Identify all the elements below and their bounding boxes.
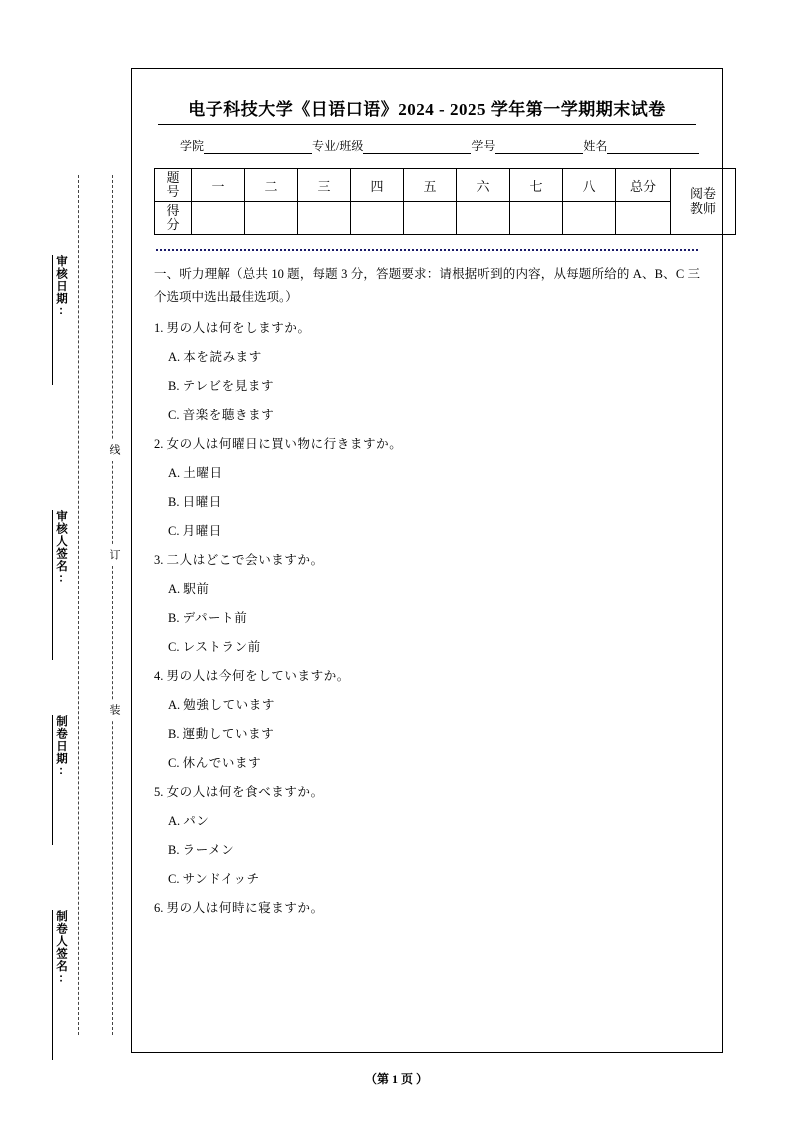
option-text: 駅前 bbox=[183, 581, 210, 597]
score-cell-4[interactable] bbox=[351, 202, 404, 235]
margin-paper-signature: 制卷人签名: bbox=[52, 910, 69, 1060]
page-title: 电子科技大学《日语口语》2024 - 2025 学年第一学期期末试卷 bbox=[188, 100, 666, 119]
section-divider bbox=[156, 249, 698, 251]
question-number: 5. bbox=[154, 785, 164, 800]
option-label: B. bbox=[168, 843, 180, 858]
option-item[interactable] bbox=[168, 376, 700, 396]
table-row-scores bbox=[155, 202, 736, 235]
option-label: B. bbox=[168, 379, 180, 394]
score-cell-8[interactable] bbox=[563, 202, 616, 235]
score-col-6: 六 bbox=[457, 169, 510, 202]
question-text: 二人はどこで会いますか。 bbox=[166, 552, 324, 568]
score-col-8: 八 bbox=[563, 169, 616, 202]
college-input[interactable] bbox=[204, 140, 312, 154]
question-item bbox=[154, 318, 700, 338]
option-label: A. bbox=[168, 350, 181, 365]
option-text: サンドイッチ bbox=[182, 871, 260, 887]
question-number: 2. bbox=[154, 437, 164, 452]
option-label: C. bbox=[168, 756, 180, 771]
score-col-3: 三 bbox=[298, 169, 351, 202]
option-text: 土曜日 bbox=[183, 465, 223, 481]
option-item[interactable] bbox=[168, 869, 700, 889]
score-cell-5[interactable] bbox=[404, 202, 457, 235]
option-item[interactable] bbox=[168, 753, 700, 773]
college-label: 学院 bbox=[180, 139, 205, 153]
option-item[interactable] bbox=[168, 347, 700, 367]
page-footer: （第 1 页 ） bbox=[364, 1072, 428, 1086]
option-item[interactable] bbox=[168, 724, 700, 744]
table-row-question-numbers bbox=[155, 169, 736, 202]
question-text: 女の人は何を食べますか。 bbox=[166, 784, 324, 800]
margin-dashed-line-left bbox=[78, 175, 79, 1035]
option-item[interactable] bbox=[168, 840, 700, 860]
score-cell-3[interactable] bbox=[298, 202, 351, 235]
option-item[interactable] bbox=[168, 811, 700, 831]
seal-line-char-ding: 订 bbox=[106, 545, 122, 566]
score-table-row-header-question: 题 号 bbox=[155, 169, 192, 202]
margin-paper-date: 制卷日期: bbox=[52, 715, 69, 845]
student-id-label: 学号 bbox=[471, 139, 496, 153]
major-class-input[interactable] bbox=[363, 140, 471, 154]
option-label: C. bbox=[168, 640, 180, 655]
name-label: 姓名 bbox=[583, 139, 608, 153]
option-item[interactable] bbox=[168, 463, 700, 483]
option-label: A. bbox=[168, 698, 181, 713]
student-identity-row bbox=[180, 137, 700, 154]
score-col-grading-teacher: 阅卷 教师 bbox=[671, 169, 736, 235]
seal-line-char-line: 线 bbox=[106, 440, 122, 461]
score-col-4: 四 bbox=[351, 169, 404, 202]
option-item[interactable] bbox=[168, 405, 700, 425]
score-cell-total[interactable] bbox=[616, 202, 671, 235]
option-label: C. bbox=[168, 524, 180, 539]
option-text: ラーメン bbox=[182, 842, 235, 858]
exam-paper-frame bbox=[131, 68, 723, 1053]
seal-line-char-zhuang: 装 bbox=[106, 700, 122, 721]
score-col-1: 一 bbox=[192, 169, 245, 202]
question-number: 4. bbox=[154, 669, 164, 684]
question-number: 6. bbox=[154, 901, 164, 916]
option-text: 本を読みます bbox=[183, 349, 262, 365]
option-item[interactable] bbox=[168, 637, 700, 657]
question-text: 男の人は今何をしていますか。 bbox=[166, 668, 350, 684]
option-text: パン bbox=[183, 813, 210, 829]
option-text: 月曜日 bbox=[182, 523, 222, 539]
question-number: 1. bbox=[154, 321, 164, 336]
option-text: レストラン前 bbox=[182, 639, 261, 655]
name-field bbox=[583, 137, 699, 154]
option-text: 休んでいます bbox=[182, 755, 262, 771]
question-item bbox=[154, 434, 700, 454]
score-col-total: 总分 bbox=[616, 169, 671, 202]
option-label: C. bbox=[168, 872, 180, 887]
option-text: 日曜日 bbox=[182, 494, 222, 510]
score-table bbox=[154, 168, 736, 235]
option-label: B. bbox=[168, 611, 180, 626]
student-id-field bbox=[471, 137, 583, 154]
question-item bbox=[154, 782, 700, 802]
college-field bbox=[180, 137, 312, 154]
option-label: A. bbox=[168, 814, 181, 829]
score-col-5: 五 bbox=[404, 169, 457, 202]
question-item bbox=[154, 898, 700, 918]
option-text: 勉強しています bbox=[183, 697, 275, 713]
option-item[interactable] bbox=[168, 695, 700, 715]
score-col-7: 七 bbox=[510, 169, 563, 202]
section-heading-listening: 一、听力理解（总共 10 题，每题 3 分，答题要求：请根据听到的内容，从每题所给的 A、B、C 三个选项中选出最佳选项。） bbox=[154, 267, 700, 305]
score-cell-1[interactable] bbox=[192, 202, 245, 235]
title-underline bbox=[158, 124, 696, 125]
question-item bbox=[154, 550, 700, 570]
option-label: C. bbox=[168, 408, 180, 423]
option-label: A. bbox=[168, 466, 181, 481]
major-class-label: 专业/班级 bbox=[312, 139, 364, 153]
score-cell-6[interactable] bbox=[457, 202, 510, 235]
margin-reviewer-signature: 审核人签名: bbox=[52, 510, 69, 660]
student-id-input[interactable] bbox=[495, 140, 583, 154]
option-label: B. bbox=[168, 727, 180, 742]
question-text: 男の人は何時に寝ますか。 bbox=[166, 900, 324, 916]
option-text: テレビを見ます bbox=[182, 378, 275, 394]
option-item[interactable] bbox=[168, 521, 700, 541]
major-class-field bbox=[312, 137, 471, 154]
option-item[interactable] bbox=[168, 579, 700, 599]
option-text: 運動しています bbox=[182, 726, 275, 742]
option-item[interactable] bbox=[168, 492, 700, 512]
left-margin-annotations bbox=[0, 0, 130, 1122]
question-item bbox=[154, 666, 700, 686]
margin-review-date: 审核日期: bbox=[52, 255, 69, 385]
question-text: 男の人は何をしますか。 bbox=[166, 320, 311, 336]
option-label: B. bbox=[168, 495, 180, 510]
option-text: デパート前 bbox=[182, 610, 248, 626]
option-item[interactable] bbox=[168, 608, 700, 628]
margin-dashed-line-right bbox=[112, 175, 113, 1035]
option-text: 音楽を聴きます bbox=[182, 407, 275, 423]
question-text: 女の人は何曜日に買い物に行きますか。 bbox=[166, 436, 403, 452]
score-cell-2[interactable] bbox=[245, 202, 298, 235]
score-cell-7[interactable] bbox=[510, 202, 563, 235]
option-label: A. bbox=[168, 582, 181, 597]
name-input[interactable] bbox=[607, 140, 699, 154]
question-number: 3. bbox=[154, 553, 164, 568]
score-col-2: 二 bbox=[245, 169, 298, 202]
score-table-row-header-score: 得 分 bbox=[155, 202, 192, 235]
